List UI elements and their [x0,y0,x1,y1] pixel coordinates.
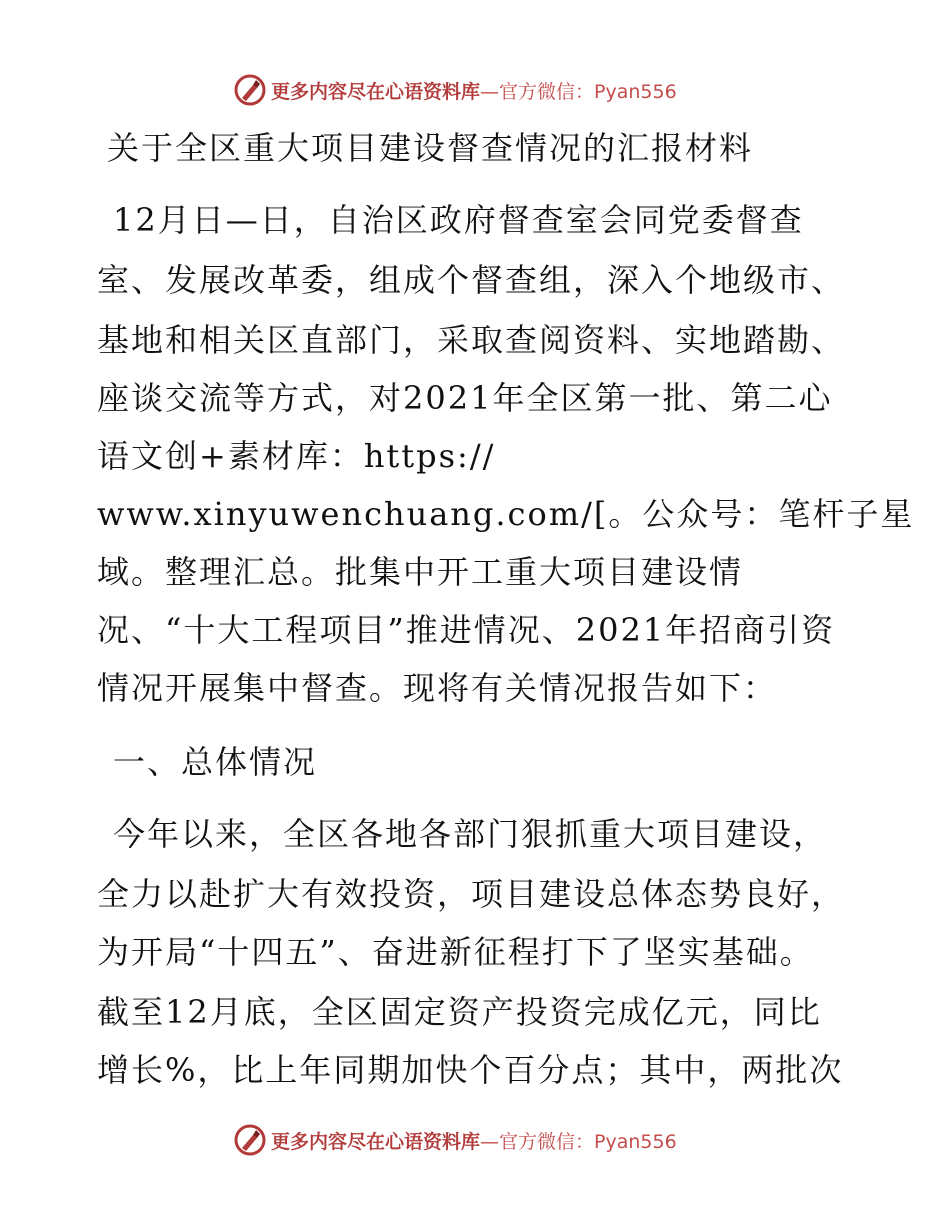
paragraph-line: 12月日—日，自治区政府督查室会同党委督查 [113,201,804,239]
header-watermark [233,72,677,108]
paragraph-line: 增长%，比上年同期加快个百分点；其中，两批次 [97,1051,844,1089]
watermark-brand: 更多内容尽在心语资料库 [271,80,481,103]
paragraph-line: 情况开展集中督查。现将有关情况报告如下： [97,669,778,707]
paragraph-line: 全力以赴扩大有效投资，项目建设总体态势良好， [97,875,846,913]
paragraph-line: 语文创+素材库：https:// [97,437,496,475]
paragraph-line: 域。整理汇总。批集中开工重大项目建设情 [97,553,744,591]
paragraph-line: 室、发展改革委，组成个督查组，深入个地级市、 [97,261,846,299]
paragraph-line: 截至12月底，全区固定资产投资完成亿元，同比 [97,993,822,1031]
paragraph-line: 况、“十大工程项目”推进情况、2021年招商引资 [97,611,836,649]
paragraph-line: 座谈交流等方式，对2021年全区第一批、第二心 [97,379,833,417]
section-heading: 一、总体情况 [113,743,318,781]
watermark-brand: 更多内容尽在心语资料库 [271,1130,481,1153]
paragraph-line: 基地和相关区直部门，采取查阅资料、实地踏勘、 [97,321,846,359]
pen-logo-icon [233,73,267,107]
pen-logo-icon [233,1123,267,1157]
paragraph-line: 为开局“十四五”、奋进新征程打下了坚实基础。 [97,933,814,971]
watermark-suffix: —官方微信：Pyan556 [480,1130,677,1153]
footer-watermark [233,1122,677,1158]
paragraph-line: 今年以来，全区各地各部门狠抓重大项目建设， [113,815,828,853]
document-title: 关于全区重大项目建设督查情况的汇报材料 [107,129,754,167]
watermark-suffix: —官方微信：Pyan556 [480,80,677,103]
paragraph-line: www.xinyuwenchuang.com/[。公众号：笔杆子星 [97,495,915,533]
